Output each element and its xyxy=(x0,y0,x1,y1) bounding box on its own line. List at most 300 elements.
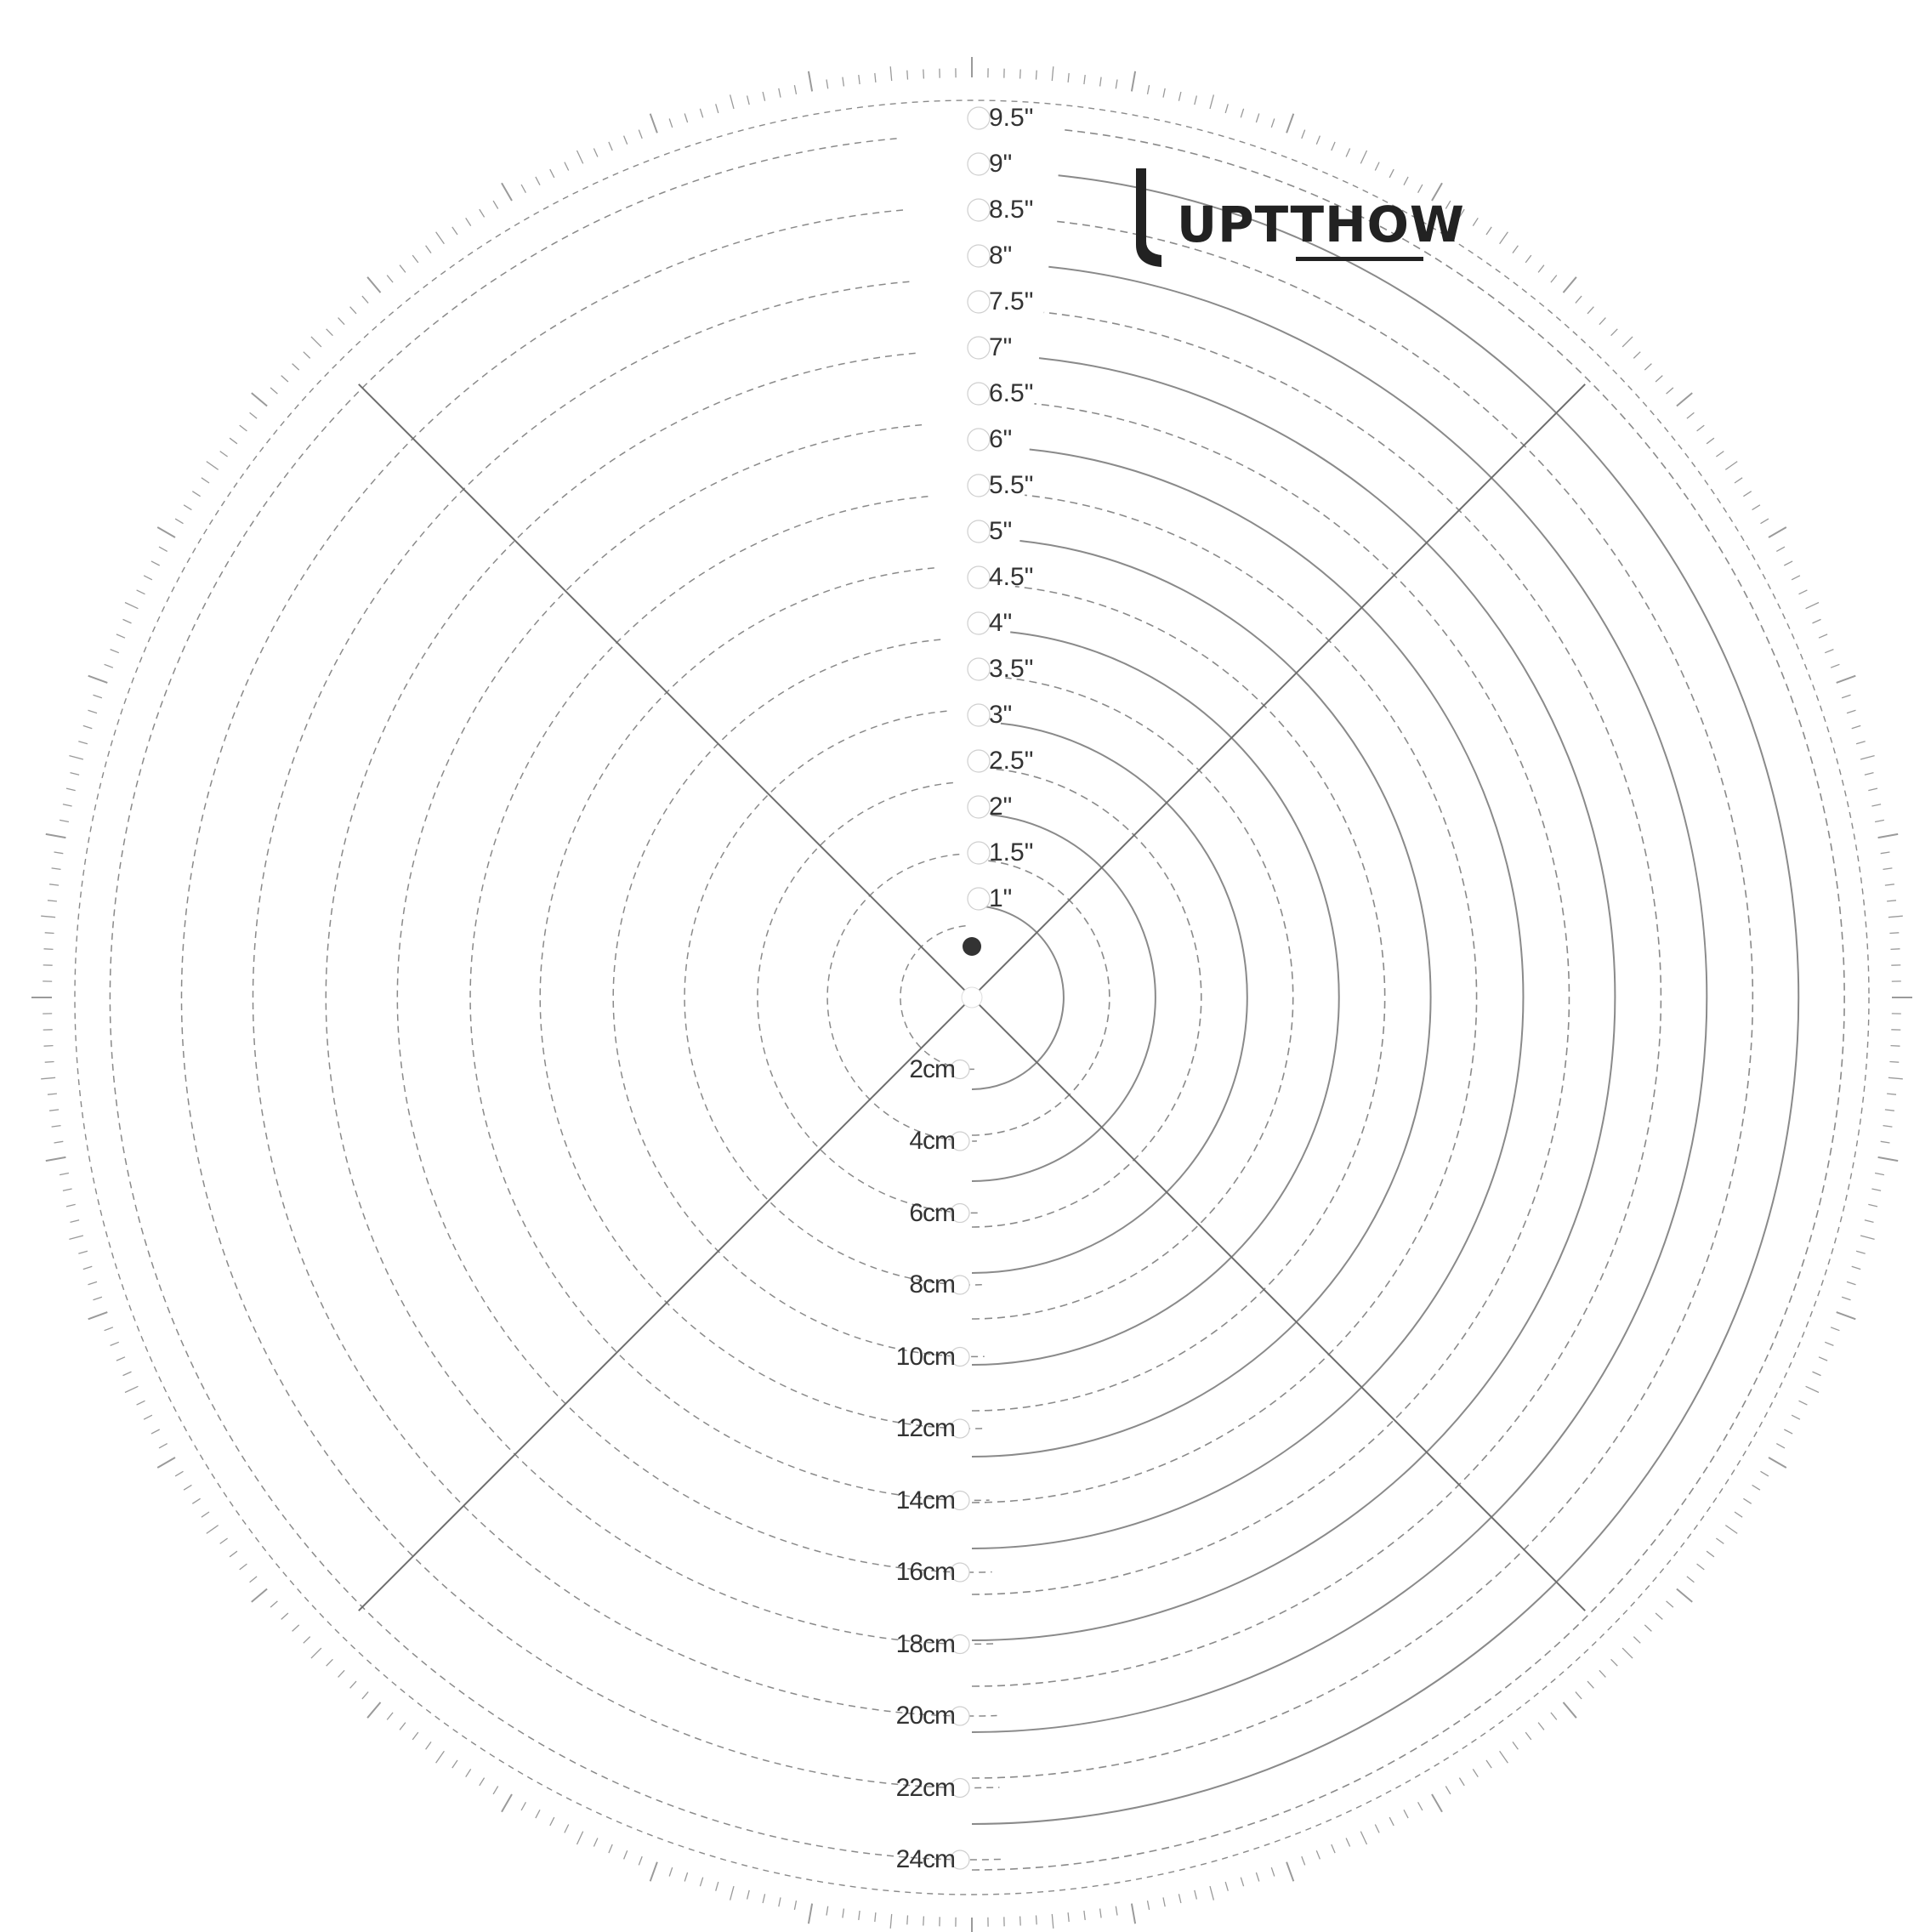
inch-label: 1" xyxy=(989,884,1013,912)
degree-tick xyxy=(1241,109,1243,118)
degree-tick xyxy=(1825,650,1833,653)
degree-tick xyxy=(1792,576,1800,580)
degree-tick xyxy=(1656,376,1662,382)
degree-tick xyxy=(412,1732,418,1740)
degree-tick xyxy=(1302,130,1305,139)
degree-tick xyxy=(493,1787,498,1794)
degree-tick xyxy=(1564,277,1576,293)
degree-tick xyxy=(1100,1909,1102,1918)
degree-tick xyxy=(362,1692,368,1699)
degree-tick xyxy=(1633,352,1640,359)
degree-tick xyxy=(1885,1110,1894,1111)
degree-tick xyxy=(1316,1850,1320,1859)
degree-tick xyxy=(1725,1526,1737,1534)
degree-tick xyxy=(1888,916,1903,918)
degree-tick xyxy=(650,1862,657,1882)
degree-tick xyxy=(1622,1648,1633,1658)
degree-tick xyxy=(207,1526,219,1534)
degree-tick xyxy=(1799,590,1808,594)
inch-hole xyxy=(968,199,990,221)
brand-underline xyxy=(1296,257,1423,261)
degree-tick xyxy=(157,1458,175,1468)
degree-tick xyxy=(1825,1342,1833,1345)
cm-label: 16cm xyxy=(895,1558,955,1586)
center-dot xyxy=(963,937,981,956)
degree-tick xyxy=(859,75,860,84)
degree-tick xyxy=(1500,1751,1508,1763)
degree-tick xyxy=(593,1838,598,1847)
degree-tick xyxy=(1020,1917,1021,1926)
degree-tick xyxy=(1132,1904,1135,1924)
degree-tick xyxy=(1316,136,1320,145)
degree-tick xyxy=(1667,1601,1673,1607)
degree-tick xyxy=(1769,527,1786,537)
degree-tick xyxy=(730,1886,734,1901)
degree-tick xyxy=(536,1810,540,1818)
degree-tick xyxy=(550,169,554,178)
degree-tick xyxy=(1473,1769,1478,1776)
brand-logo xyxy=(1131,162,1465,281)
cm-ring-12 xyxy=(540,568,986,1429)
degree-tick xyxy=(1819,634,1827,638)
degree-tick xyxy=(536,177,540,185)
degree-tick xyxy=(1633,1637,1640,1644)
degree-tick xyxy=(1842,695,1850,698)
cm-label: 8cm xyxy=(909,1270,955,1298)
degree-tick xyxy=(700,1878,702,1887)
cm-label: 2cm xyxy=(909,1054,955,1083)
inch-ring-5.5 xyxy=(972,495,1477,1503)
degree-tick xyxy=(281,1613,288,1619)
degree-tick xyxy=(1538,1723,1544,1730)
cm-ring-22 xyxy=(181,210,999,1787)
inch-label: 3" xyxy=(989,701,1013,729)
degree-tick xyxy=(250,412,258,418)
inch-label: 3.5" xyxy=(989,655,1034,683)
degree-tick xyxy=(1806,1386,1819,1392)
degree-tick xyxy=(1576,1692,1582,1699)
degree-tick xyxy=(157,527,175,537)
degree-tick xyxy=(240,1564,247,1570)
degree-tick xyxy=(1891,949,1900,950)
degree-tick xyxy=(1725,462,1737,470)
degree-tick xyxy=(794,85,796,94)
degree-tick xyxy=(1210,94,1213,109)
degree-tick xyxy=(1163,88,1165,98)
degree-tick xyxy=(1052,1914,1054,1929)
degree-tick xyxy=(220,452,228,457)
degree-tick xyxy=(1286,1862,1293,1882)
inch-hole xyxy=(968,337,990,359)
inch-label: 6" xyxy=(989,425,1013,453)
degree-tick xyxy=(550,1817,554,1826)
cm-label: 6cm xyxy=(909,1198,955,1227)
degree-tick xyxy=(1148,85,1150,94)
degree-tick xyxy=(480,209,485,217)
degree-tick xyxy=(60,1173,69,1175)
degree-tick xyxy=(1819,1357,1827,1361)
degree-tick xyxy=(1100,77,1102,87)
inch-label: 9" xyxy=(989,150,1013,178)
degree-tick xyxy=(69,1236,83,1239)
degree-tick xyxy=(387,276,393,283)
degree-tick xyxy=(1020,70,1021,79)
degree-tick xyxy=(88,710,98,713)
degree-tick xyxy=(94,1297,102,1300)
degree-tick xyxy=(54,1141,64,1143)
degree-tick xyxy=(88,1312,108,1319)
degree-tick xyxy=(1752,1485,1760,1490)
degree-tick xyxy=(1148,1901,1150,1910)
cm-label: 4cm xyxy=(909,1127,955,1155)
degree-tick xyxy=(1611,1659,1618,1666)
degree-tick xyxy=(826,80,828,89)
degree-tick xyxy=(1576,296,1582,303)
degree-tick xyxy=(1813,619,1821,623)
degree-tick xyxy=(1697,1564,1705,1570)
degree-tick xyxy=(311,337,321,347)
degree-tick xyxy=(69,756,83,759)
degree-tick xyxy=(1389,1817,1394,1826)
degree-tick xyxy=(46,834,66,838)
degree-tick xyxy=(1889,933,1899,934)
degree-tick xyxy=(1286,114,1293,134)
degree-tick xyxy=(220,1538,228,1543)
degree-tick xyxy=(716,1882,718,1891)
degree-tick xyxy=(1784,561,1792,565)
cm-ring-4 xyxy=(827,855,977,1141)
degree-tick xyxy=(1875,1173,1884,1175)
degree-tick xyxy=(1256,1872,1258,1882)
degree-tick xyxy=(577,1832,583,1844)
degree-tick xyxy=(1697,425,1705,431)
degree-tick xyxy=(809,1904,812,1924)
inch-ring-9.5 xyxy=(972,130,1844,1870)
degree-tick xyxy=(1889,1062,1899,1063)
degree-tick xyxy=(1163,1897,1165,1906)
degree-tick xyxy=(1871,804,1881,806)
degree-tick xyxy=(192,492,200,497)
cm-label: 20cm xyxy=(895,1702,955,1730)
degree-tick xyxy=(1687,412,1695,418)
degree-tick xyxy=(66,1204,76,1207)
degree-tick xyxy=(466,218,471,225)
degree-tick xyxy=(1831,1327,1839,1331)
degree-tick xyxy=(502,183,512,201)
degree-tick xyxy=(1856,1251,1866,1253)
degree-tick xyxy=(480,1778,485,1786)
cm-label: 14cm xyxy=(895,1486,955,1514)
degree-tick xyxy=(123,1372,132,1376)
degree-tick xyxy=(159,547,168,551)
degree-tick xyxy=(45,933,54,934)
degree-tick xyxy=(1513,1742,1518,1749)
degree-tick xyxy=(252,1589,267,1602)
inch-hole xyxy=(968,429,990,451)
degree-tick xyxy=(240,425,247,431)
degree-tick xyxy=(105,1327,113,1331)
degree-tick xyxy=(184,505,191,510)
degree-tick xyxy=(1360,1832,1366,1844)
degree-tick xyxy=(1599,318,1606,325)
degree-tick xyxy=(1500,232,1508,244)
inch-ring-4.5 xyxy=(972,587,1385,1411)
degree-tick xyxy=(52,1126,61,1128)
inch-label: 8" xyxy=(989,242,1013,270)
degree-tick xyxy=(137,1401,145,1405)
degree-tick xyxy=(125,603,138,609)
degree-tick xyxy=(1687,1577,1695,1583)
inch-hole xyxy=(968,750,990,772)
degree-tick xyxy=(1761,519,1769,524)
degree-tick xyxy=(426,246,431,253)
degree-tick xyxy=(327,329,333,336)
degree-tick xyxy=(304,352,310,359)
degree-tick xyxy=(809,71,812,92)
degree-tick xyxy=(338,318,345,325)
inch-label: 7.5" xyxy=(989,287,1034,315)
degree-tick xyxy=(1418,1802,1423,1810)
degree-tick xyxy=(1677,393,1692,406)
degree-tick xyxy=(1847,710,1856,713)
degree-tick xyxy=(1473,218,1478,225)
inch-hole xyxy=(968,520,990,543)
inch-label: 8.5" xyxy=(989,196,1034,224)
inch-label: 6.5" xyxy=(989,379,1034,407)
degree-tick xyxy=(125,1386,138,1392)
degree-tick xyxy=(1068,73,1069,82)
degree-tick xyxy=(367,277,380,293)
inch-hole xyxy=(968,474,990,497)
degree-tick xyxy=(45,1062,54,1063)
degree-tick xyxy=(230,438,237,444)
degree-tick xyxy=(1564,1702,1576,1718)
degree-tick xyxy=(71,773,80,776)
inch-ring-9 xyxy=(972,175,1798,1824)
degree-tick xyxy=(111,650,119,653)
degree-tick xyxy=(1210,1886,1213,1901)
degree-tick xyxy=(1860,756,1875,759)
degree-tick xyxy=(1865,1220,1874,1223)
degree-tick xyxy=(1036,1915,1037,1924)
cm-label: 10cm xyxy=(895,1342,955,1371)
degree-tick xyxy=(1599,1670,1606,1677)
degree-tick xyxy=(1837,1312,1856,1319)
inch-label: 5" xyxy=(989,517,1013,545)
center-hole xyxy=(962,987,982,1008)
degree-tick xyxy=(41,916,55,918)
degree-tick xyxy=(83,725,93,728)
degree-tick xyxy=(1622,337,1633,347)
degree-tick xyxy=(230,1551,237,1557)
degree-tick xyxy=(577,151,583,163)
degree-tick xyxy=(502,1794,512,1812)
degree-tick xyxy=(452,1760,457,1768)
degree-tick xyxy=(207,462,219,470)
degree-tick xyxy=(1856,742,1866,744)
degree-tick xyxy=(63,804,72,806)
degree-tick xyxy=(1302,1856,1305,1865)
degree-tick xyxy=(400,265,406,273)
degree-tick xyxy=(46,1157,66,1161)
degree-tick xyxy=(1332,1844,1335,1853)
inch-label: 2" xyxy=(989,793,1013,821)
degree-tick xyxy=(1525,255,1531,263)
degree-tick xyxy=(1116,1906,1117,1916)
degree-tick xyxy=(1885,884,1894,885)
degree-tick xyxy=(747,96,750,105)
degree-tick xyxy=(1404,1810,1408,1818)
degree-tick xyxy=(184,1485,191,1490)
degree-tick xyxy=(1868,1204,1877,1207)
degree-tick xyxy=(1459,1778,1464,1786)
degree-tick xyxy=(1178,92,1181,101)
degree-tick xyxy=(1735,478,1742,483)
degree-tick xyxy=(1241,1878,1243,1887)
degree-tick xyxy=(54,852,64,854)
degree-tick xyxy=(311,1648,321,1658)
degree-tick xyxy=(88,1281,98,1284)
degree-tick xyxy=(700,109,702,118)
cm-ring-20 xyxy=(253,281,997,1716)
degree-tick xyxy=(78,742,88,744)
degree-tick xyxy=(304,1637,310,1644)
degree-tick xyxy=(52,868,61,870)
degree-tick xyxy=(400,1723,406,1730)
degree-tick xyxy=(1806,603,1819,609)
inch-hole xyxy=(968,842,990,864)
degree-tick xyxy=(270,1601,277,1607)
degree-tick xyxy=(1881,1141,1890,1143)
degree-tick xyxy=(466,1769,471,1776)
inch-hole xyxy=(968,658,990,680)
degree-tick xyxy=(1852,725,1861,728)
degree-tick xyxy=(1375,1825,1379,1833)
degree-tick xyxy=(1667,388,1673,394)
degree-tick xyxy=(452,227,457,235)
degree-tick xyxy=(923,70,924,79)
inch-label: 5.5" xyxy=(989,471,1034,499)
degree-tick xyxy=(650,114,657,134)
degree-tick xyxy=(794,1901,796,1910)
inch-label: 4" xyxy=(989,609,1013,637)
degree-tick xyxy=(1677,1589,1692,1602)
degree-tick xyxy=(747,1890,750,1900)
cm-ring-24 xyxy=(110,139,1002,1860)
degree-tick xyxy=(116,634,125,638)
degree-tick xyxy=(565,162,569,171)
degree-tick xyxy=(763,1894,765,1903)
degree-tick xyxy=(83,1266,93,1269)
degree-tick xyxy=(1068,1912,1069,1922)
inch-label: 2.5" xyxy=(989,747,1034,775)
degree-tick xyxy=(890,1914,892,1929)
degree-tick xyxy=(270,388,277,394)
degree-tick xyxy=(1871,1189,1881,1190)
degree-tick xyxy=(1587,307,1593,314)
degree-tick xyxy=(1611,329,1618,336)
degree-tick xyxy=(1644,364,1651,371)
degree-tick xyxy=(684,114,687,123)
degree-tick xyxy=(669,1867,673,1876)
degree-tick xyxy=(1271,119,1275,128)
degree-tick xyxy=(44,1046,54,1047)
brand-name: UPTTHOW xyxy=(1177,196,1465,253)
degree-tick xyxy=(1707,1551,1714,1557)
degree-tick xyxy=(1486,227,1491,235)
degree-tick xyxy=(202,1512,209,1517)
degree-tick xyxy=(565,1825,569,1833)
degree-tick xyxy=(1875,820,1884,821)
degree-tick xyxy=(1752,505,1760,510)
degree-tick xyxy=(144,1415,152,1419)
degree-tick xyxy=(1432,1794,1442,1812)
degree-tick xyxy=(1225,1882,1228,1891)
degree-tick xyxy=(1761,1471,1769,1476)
degree-tick xyxy=(116,1357,125,1361)
degree-tick xyxy=(202,478,209,483)
degree-tick xyxy=(1486,1760,1491,1768)
inch-hole xyxy=(968,245,990,267)
degree-tick xyxy=(624,136,628,145)
degree-tick xyxy=(890,66,892,81)
degree-tick xyxy=(1225,104,1228,113)
degree-tick xyxy=(1716,1538,1724,1543)
degree-tick xyxy=(1865,773,1874,776)
degree-tick xyxy=(1842,1297,1850,1300)
degree-tick xyxy=(1084,75,1085,84)
degree-tick xyxy=(1878,834,1899,838)
degree-tick xyxy=(1707,438,1714,444)
degree-tick xyxy=(292,364,299,371)
cm-ring-10 xyxy=(613,639,984,1356)
degree-tick xyxy=(1881,852,1890,854)
inch-hole xyxy=(968,796,990,818)
degree-tick xyxy=(436,232,445,244)
degree-tick xyxy=(521,1802,525,1810)
degree-tick xyxy=(350,1681,356,1688)
inch-ring-3 xyxy=(972,724,1247,1273)
degree-tick xyxy=(367,1702,380,1718)
degree-tick xyxy=(609,1844,612,1853)
degree-tick xyxy=(1587,1681,1593,1688)
degree-tick xyxy=(60,820,69,821)
degree-tick xyxy=(1852,1266,1861,1269)
degree-tick xyxy=(1256,114,1258,123)
degree-tick xyxy=(1551,276,1557,283)
degree-tick xyxy=(192,1498,200,1503)
degree-tick xyxy=(826,1906,828,1916)
degree-tick xyxy=(1271,1867,1275,1876)
degree-tick xyxy=(1883,1126,1893,1128)
degree-tick xyxy=(175,1471,183,1476)
degree-tick xyxy=(105,664,113,668)
degree-tick xyxy=(250,1577,258,1583)
degree-tick xyxy=(1799,1401,1808,1405)
degree-tick xyxy=(1445,1787,1451,1794)
degree-tick xyxy=(716,104,718,113)
degree-tick xyxy=(1883,868,1893,870)
degree-tick xyxy=(923,1917,924,1926)
degree-tick xyxy=(907,1915,908,1924)
degree-tick xyxy=(843,77,844,87)
inch-hole xyxy=(968,291,990,313)
degree-tick xyxy=(639,130,642,139)
inch-label: 1.5" xyxy=(989,838,1034,867)
cm-ring-16 xyxy=(397,425,991,1572)
degree-tick xyxy=(78,1251,88,1253)
degree-tick xyxy=(907,71,908,80)
